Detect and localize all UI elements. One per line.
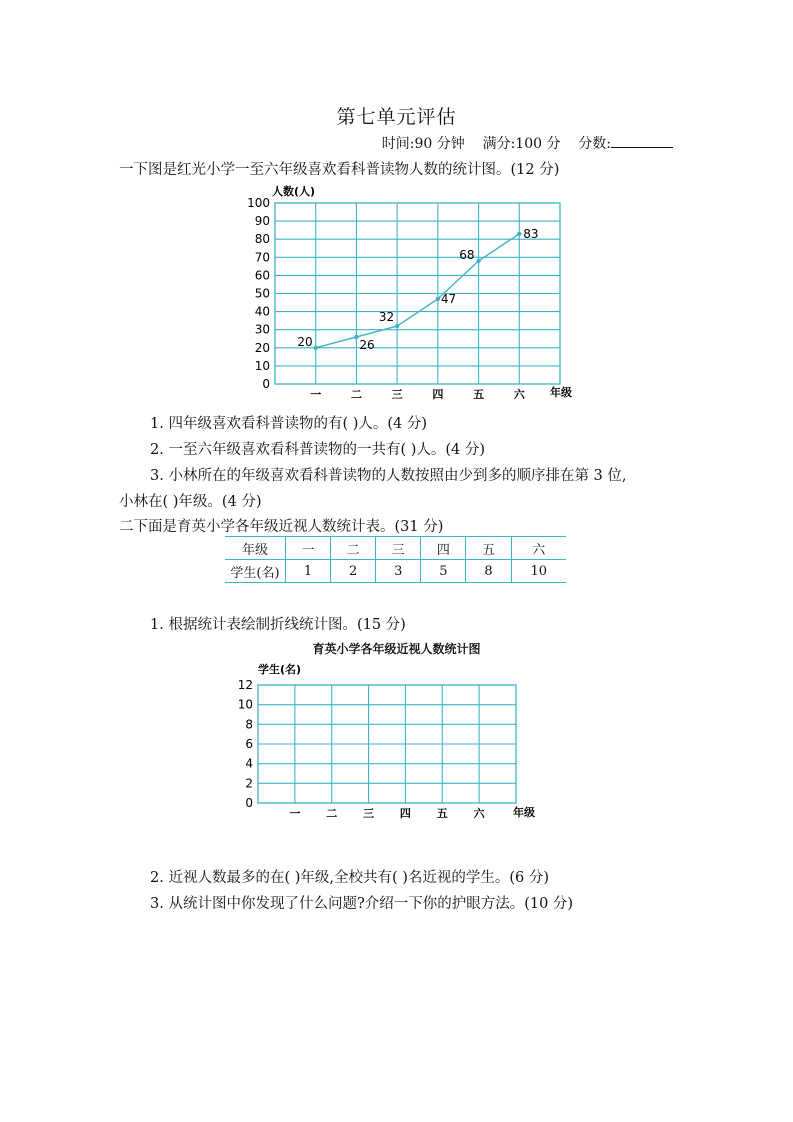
chart2-x-tick: 二 [326,807,338,820]
table-grade-5: 五 [466,537,511,560]
chart1-x-tick: 三 [391,388,403,401]
exam-meta [382,133,673,153]
chart1-y-tick: 100 [247,196,270,210]
chart2-y-tick: 12 [237,678,253,692]
chart2-y-tick: 2 [245,776,253,791]
chart1-x-tick: 五 [473,388,485,401]
chart2-y-label: 学生(名) [258,663,302,676]
chart1-data-label: 20 [297,334,313,349]
table-grade-3: 三 [376,537,421,560]
table-header-students: 学生(名) [230,565,280,581]
chart1-series-line [316,234,520,348]
full-score-label: 满分:100 分 [482,136,561,152]
chart2-x-tick: 一 [289,807,301,820]
chart1-point [354,335,358,339]
chart2-x-tick: 六 [473,807,485,820]
chart2-x-ticks [289,806,485,820]
myopia-table [225,536,566,583]
chart1-data-label: 32 [378,310,395,325]
chart1-point [476,259,480,263]
s1-question-2: 2. 一至六年级喜欢看科普读物的一共有( )人。(4 分) [150,442,486,458]
chart1-point [314,346,318,350]
s1-question-3-line1: 3. 小林所在的年级喜欢看科普读物的人数按照由少到多的顺序排在第 3 位, [150,468,627,484]
table-students-6: 10 [511,560,566,583]
chart2-y-tick: 0 [245,796,253,810]
chart2-y-ticks [238,678,253,810]
chart1-y-tick: 80 [254,232,270,247]
chart2-y-tick: 8 [245,717,253,732]
chart2-x-tick: 四 [399,807,411,820]
s1-question-1: 1. 四年级喜欢看科普读物的有( )人。(4 分) [150,416,428,432]
table-grade-2: 二 [331,537,376,560]
chart1-y-tick: 40 [254,304,270,319]
chart2-x-tick: 五 [436,807,448,820]
chart1-y-tick: 70 [254,250,270,265]
table-grade-1: 一 [286,537,331,560]
section1-heading: 一下图是红光小学一至六年级喜欢看科普读物人数的统计图。(12 分) [119,162,560,178]
table-header-grade: 年级 [225,537,286,560]
chart-myopia-blank[interactable] [230,655,550,825]
table-grade-6: 六 [511,537,566,560]
chart1-y-tick: 60 [254,268,270,283]
chart-reading-interest [240,180,585,402]
s2-question-1: 1. 根据统计表绘制折线统计图。(15 分) [150,617,406,633]
chart1-y-ticks [247,196,270,391]
chart1-point [395,324,399,328]
chart2-y-tick: 10 [237,697,253,712]
chart1-x-tick: 四 [432,388,444,401]
score-blank[interactable] [611,133,673,148]
section2-heading: 二下面是育英小学各年级近视人数统计表。(31 分) [119,519,444,535]
s1-question-3-line2: 小林在( )年级。(4 分) [119,494,262,510]
s2-question-2: 2. 近视人数最多的在( )年级,全校共有( )名近视的学生。(6 分) [150,870,550,886]
chart1-y-tick: 50 [254,286,270,301]
score-label: 分数: [578,136,611,152]
chart2-y-tick: 6 [245,737,253,751]
chart1-data-label: 68 [459,247,475,262]
chart1-data-label: 26 [359,337,375,352]
chart1-data-label: 83 [523,226,539,241]
table-students-3: 3 [376,560,421,583]
chart1-x-tick: 二 [350,388,362,401]
table-grade-4: 四 [421,537,466,560]
table-students-1: 1 [286,560,331,583]
chart1-y-tick: 0 [262,377,270,391]
page-title: 第七单元评估 [336,106,457,128]
chart1-series [297,227,538,352]
chart2-title: 育英小学各年级近视人数统计图 [312,642,481,656]
table-students-2: 2 [331,560,376,583]
chart1-point [517,232,521,236]
chart2-grid [258,685,516,803]
chart1-x-tick: 六 [513,388,525,401]
s2-question-3: 3. 从统计图中你发现了什么问题?介绍一下你的护眼方法。(10 分) [150,896,574,912]
chart2-x-label: 年级 [513,806,535,819]
chart1-data-label: 47 [440,291,457,306]
chart1-y-tick: 20 [254,340,270,355]
chart1-y-tick: 90 [254,214,270,229]
chart2-x-tick: 三 [363,807,375,820]
table-students-5: 8 [466,560,511,583]
chart1-x-label: 年级 [550,386,572,399]
chart1-x-ticks [310,387,526,401]
chart1-y-tick: 30 [254,322,270,337]
chart1-grid [275,203,560,384]
chart1-point [436,297,440,301]
time-label: 时间:90 分钟 [381,136,465,152]
table-students-4: 5 [421,560,466,583]
chart1-x-tick: 一 [310,388,322,401]
chart2-y-tick: 4 [245,756,253,771]
chart1-y-tick: 10 [254,358,270,373]
chart1-y-label: 人数(人) [272,185,316,198]
